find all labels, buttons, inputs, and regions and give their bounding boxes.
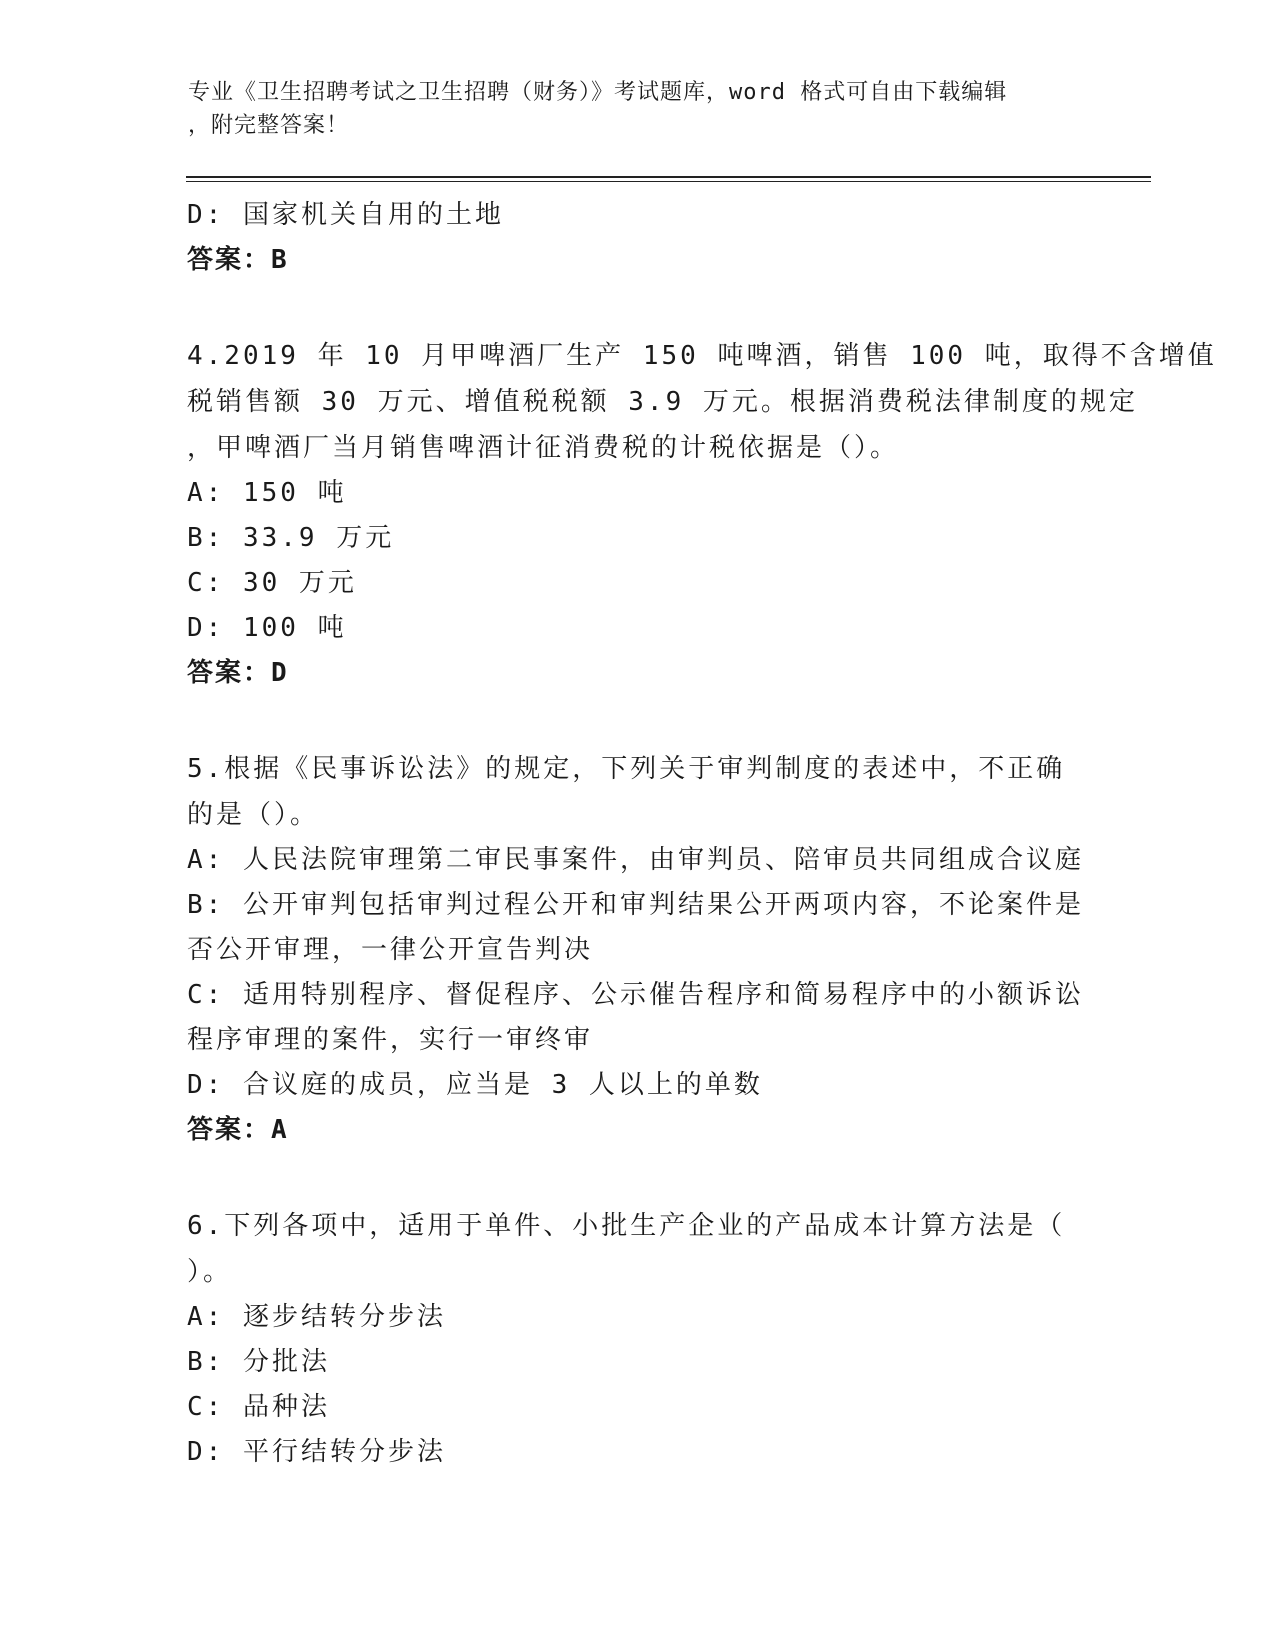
header-line: 专业《卫生招聘考试之卫生招聘（财务）》考试题库，word 格式可自由下载编辑 <box>188 80 1008 105</box>
header-divider <box>186 176 1151 178</box>
option-d: D: 平行结转分步法 <box>187 1437 446 1467</box>
option-b: B: 公开审判包括审判过程公开和审判结果公开两项内容，不论案件是 <box>187 890 1084 920</box>
option-c: C: 适用特别程序、督促程序、公示催告程序和简易程序中的小额诉讼 <box>187 980 1084 1010</box>
option-d: D: 合议庭的成员，应当是 3 人以上的单数 <box>187 1070 763 1100</box>
answer-label: 答案：B <box>187 245 289 275</box>
option-a: A: 人民法院审理第二审民事案件，由审判员、陪审员共同组成合议庭 <box>187 845 1084 875</box>
question-block-6 <box>187 1203 1087 1475</box>
option-b: B: 33.9 万元 <box>187 523 395 553</box>
question-stem: 的是（）。 <box>187 800 320 830</box>
question-stem: 4.2019 年 10 月甲啤酒厂生产 150 吨啤酒，销售 100 吨，取得不含增值 <box>187 341 1217 371</box>
spacer <box>187 1153 1087 1203</box>
option-d: D: 国家机关自用的土地 <box>187 200 504 230</box>
question-block-5 <box>187 746 1087 1153</box>
spacer <box>187 283 1087 333</box>
header-divider-thin <box>186 181 1151 182</box>
spacer <box>187 696 1087 746</box>
question-stem: ，甲啤酒厂当月销售啤酒计征消费税的计税依据是（）。 <box>187 433 900 463</box>
question-stem: 5.根据《民事诉讼法》的规定，下列关于审判制度的表述中，不正确 <box>187 754 1066 784</box>
option-b-continued: 否公开审理，一律公开宣告判决 <box>187 935 594 965</box>
option-d: D: 100 吨 <box>187 613 347 643</box>
question-stem: ）。 <box>187 1257 233 1287</box>
answer-label: 答案：D <box>187 658 289 688</box>
option-c-continued: 程序审理的案件，实行一审终审 <box>187 1025 594 1055</box>
question-stem: 6.下列各项中，适用于单件、小批生产企业的产品成本计算方法是（ <box>187 1211 1066 1241</box>
question-list <box>187 193 1217 1475</box>
option-b: B: 分批法 <box>187 1347 330 1377</box>
question-block-prev <box>187 193 1087 283</box>
header-line: ，附完整答案！ <box>188 113 350 138</box>
option-c: C: 30 万元 <box>187 568 357 598</box>
question-block-4 <box>187 333 1217 696</box>
option-c: C: 品种法 <box>187 1392 330 1422</box>
question-stem: 税销售额 30 万元、增值税税额 3.9 万元。根据消费税法律制度的规定 <box>187 387 1138 417</box>
document-header <box>188 76 1068 142</box>
option-a: A: 150 吨 <box>187 478 347 508</box>
option-a: A: 逐步结转分步法 <box>187 1302 446 1332</box>
answer-label: 答案：A <box>187 1115 289 1145</box>
